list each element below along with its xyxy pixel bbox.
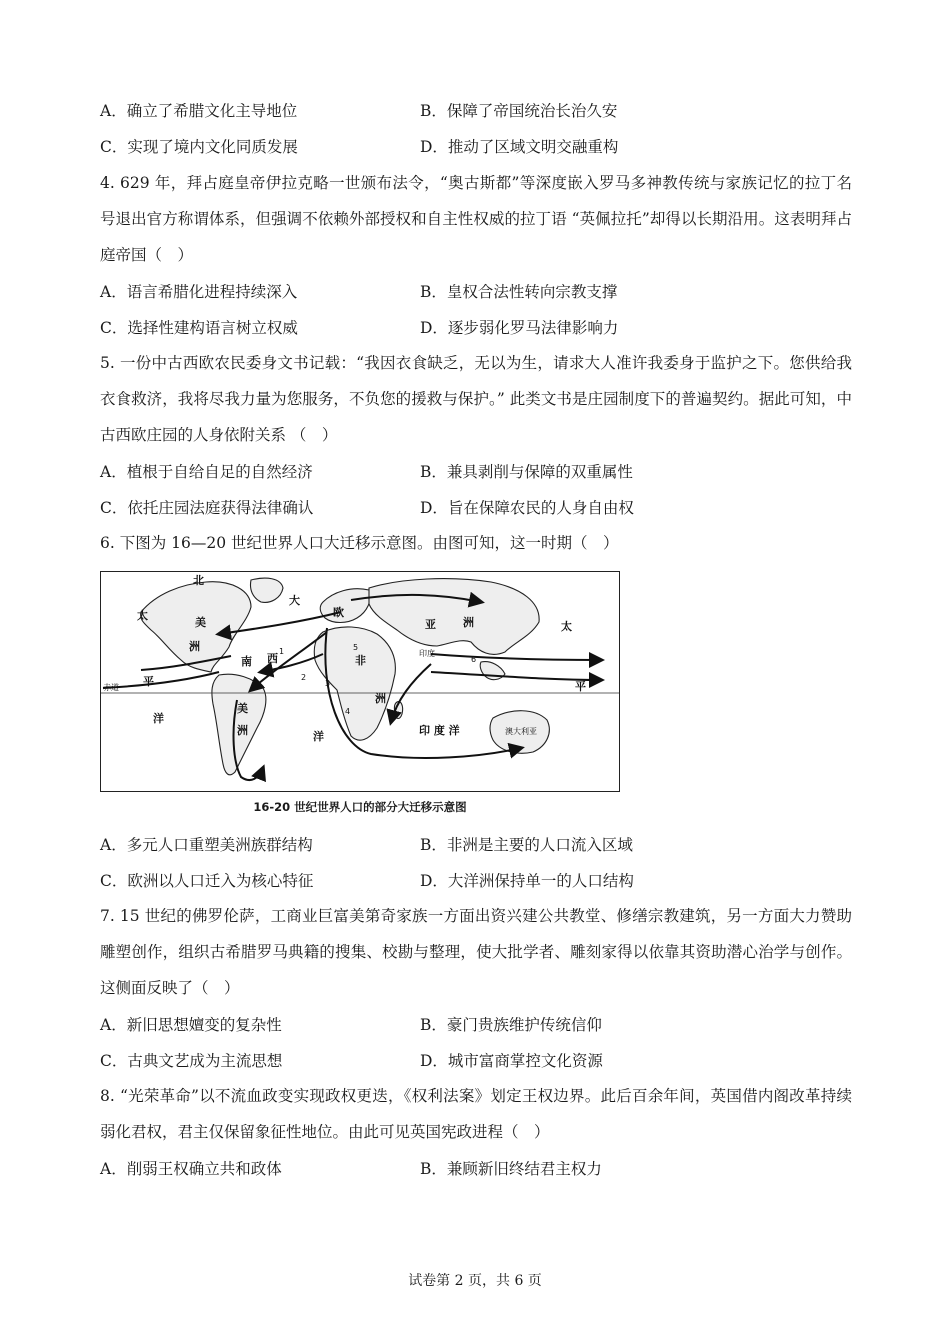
q5-option-b[interactable]: B．兼具剥削与保障的双重属性 xyxy=(420,463,633,481)
map-label-da: 大 xyxy=(289,594,300,607)
q5-stem: 5. 一份中古西欧农民委身文书记载：“我因衣食缺乏，无以为生，请求大人准许我委身于监护之下。您供给我衣食救济，我将尽我力量为您服务，不负您的援救与保护。” 此类文书是庄园制度下的普遍契约。据此可知，中古西欧庄园的人身依附关系 （ ） xyxy=(100,354,852,444)
map-label-ya: 亚 xyxy=(425,618,436,631)
route-asia-to-pacific-2 xyxy=(431,672,601,680)
map-label-fei: 非 xyxy=(355,654,366,667)
map-label-nan: 南 xyxy=(241,655,252,668)
q7-options-row-2 xyxy=(100,1049,860,1073)
map-label-equator: 赤道 xyxy=(103,683,119,692)
q3-option-c[interactable]: C．实现了境内文化同质发展 xyxy=(100,138,298,156)
q5-option-a[interactable]: A．植根于自给自足的自然经济 xyxy=(100,463,313,481)
route-pacific-west xyxy=(103,672,219,688)
map-label-mei-south: 美 xyxy=(237,702,248,715)
map-label-yang-left: 洋 xyxy=(153,712,164,725)
q5-option-d[interactable]: D．旨在保障农民的人身自由权 xyxy=(420,499,634,517)
map-label-xi: 西 xyxy=(267,652,278,665)
greenland-shape xyxy=(250,578,283,602)
page-footer: 试卷第 2 页，共 6 页 xyxy=(408,1273,542,1289)
q5-options-row-2 xyxy=(100,496,860,520)
route-number-6: 6 xyxy=(471,655,477,664)
q3-option-d[interactable]: D．推动了区域文明交融重构 xyxy=(420,138,619,156)
map-label-mei-north: 美 xyxy=(195,616,206,629)
q4-options-row-2 xyxy=(100,316,860,340)
map-label-tai-right: 太 xyxy=(561,620,572,633)
q4-option-b[interactable]: B．皇权合法性转向宗教支撑 xyxy=(420,283,618,301)
map-caption: 16-20 世纪世界人口的部分大迁移示意图 xyxy=(253,800,467,814)
q3-option-b[interactable]: B．保障了帝国统治长治久安 xyxy=(420,102,618,120)
q6-option-b[interactable]: B．非洲是主要的人口流入区域 xyxy=(420,836,633,854)
map-label-zhou-north: 洲 xyxy=(189,640,200,653)
map-label-yang-atlantic: 洋 xyxy=(313,730,324,743)
q6-options-row-2 xyxy=(100,869,860,893)
map-label-india: 印度 xyxy=(419,649,435,658)
q7-stem: 7. 15 世纪的佛罗伦萨，工商业巨富美第奇家族一方面出资兴建公共教堂、修缮宗教建筑，另一方面大力赞助雕塑创作，组织古希腊罗马典籍的搜集、校勘与整理，使大批学者、雕刻家得以依靠其资助潜心治学与创作。这侧面反映了（ ） xyxy=(100,907,852,997)
map-label-zhou-south: 洲 xyxy=(237,724,248,737)
q8-option-b[interactable]: B．兼顾新旧终结君主权力 xyxy=(420,1160,602,1178)
q6-option-c[interactable]: C．欧洲以人口迁入为核心特征 xyxy=(100,872,314,890)
q7-options-row-1 xyxy=(100,1013,860,1037)
q5-options-row-1 xyxy=(100,460,860,484)
map-label-tai-left: 太 xyxy=(137,609,148,622)
route-number-3: 3 xyxy=(325,679,331,688)
q4-option-d[interactable]: D．逐步弱化罗马法律影响力 xyxy=(420,319,619,337)
q8-option-a[interactable]: A．削弱王权确立共和政体 xyxy=(100,1160,282,1178)
q6-option-d[interactable]: D．大洋洲保持单一的人口结构 xyxy=(420,872,634,890)
q7-option-a[interactable]: A．新旧思想嬗变的复杂性 xyxy=(100,1016,282,1034)
asia-shape xyxy=(369,579,539,655)
map-label-zhou-asia: 洲 xyxy=(463,616,474,629)
map-label-ping-right: 平 xyxy=(575,680,586,693)
q5-option-c[interactable]: C．依托庄园法庭获得法律确认 xyxy=(100,499,314,517)
q7-option-d[interactable]: D．城市富商掌控文化资源 xyxy=(420,1052,603,1070)
route-number-5: 5 xyxy=(353,643,359,652)
q3-options-row-2 xyxy=(100,135,860,159)
q6-options-row-1 xyxy=(100,833,860,857)
map-label-australia: 澳大利亚 xyxy=(505,727,537,736)
q4-stem: 4. 629 年，拜占庭皇帝伊拉克略一世颁布法令，“奥古斯都”等深度嵌入罗马多神教传统与家族记忆的拉丁名号退出官方称谓体系，但强调不依赖外部授权和自主性权威的拉丁语 “英佩拉托”却得以长期沿用。这表明拜占庭帝国（ ） xyxy=(100,174,852,264)
map-label-zhou-africa: 洲 xyxy=(375,692,386,705)
q4-option-c[interactable]: C．选择性建构语言树立权威 xyxy=(100,319,298,337)
map-label-ping-left: 平 xyxy=(143,675,154,688)
q8-options-row-1 xyxy=(100,1157,860,1181)
route-number-2: 2 xyxy=(301,673,307,682)
route-number-4: 4 xyxy=(345,707,351,716)
q7-option-c[interactable]: C．古典文艺成为主流思想 xyxy=(100,1052,283,1070)
q4-options-row-1 xyxy=(100,280,860,304)
q3-options-row-1 xyxy=(100,99,860,123)
q7-option-b[interactable]: B．豪门贵族维护传统信仰 xyxy=(420,1016,602,1034)
q8-stem: 8. “光荣革命”以不流血政变实现政权更迭，《权利法案》划定王权边界。此后百余年间，英国借内阁改革持续弱化君权，君主仅保留象征性地位。由此可见英国宪政进程（ ） xyxy=(100,1087,852,1141)
map-label-bei: 北 xyxy=(193,574,204,587)
migration-map-svg xyxy=(101,572,619,791)
q4-option-a[interactable]: A．语言希腊化进程持续深入 xyxy=(100,283,298,301)
route-asia-to-pacific-1 xyxy=(431,654,601,660)
migration-map xyxy=(100,571,620,792)
q3-option-a[interactable]: A．确立了希腊文化主导地位 xyxy=(100,102,298,120)
europe-shape xyxy=(320,589,370,623)
q6-option-a[interactable]: A．多元人口重塑美洲族群结构 xyxy=(100,836,313,854)
map-label-ou: 欧 xyxy=(333,606,344,619)
map-label-indian-ocean: 印 度 洋 xyxy=(419,724,460,737)
route-number-1: 1 xyxy=(279,647,285,656)
q6-stem: 6. 下图为 16—20 世纪世界人口大迁移示意图。由图可知，这一时期（ ） xyxy=(100,534,619,552)
